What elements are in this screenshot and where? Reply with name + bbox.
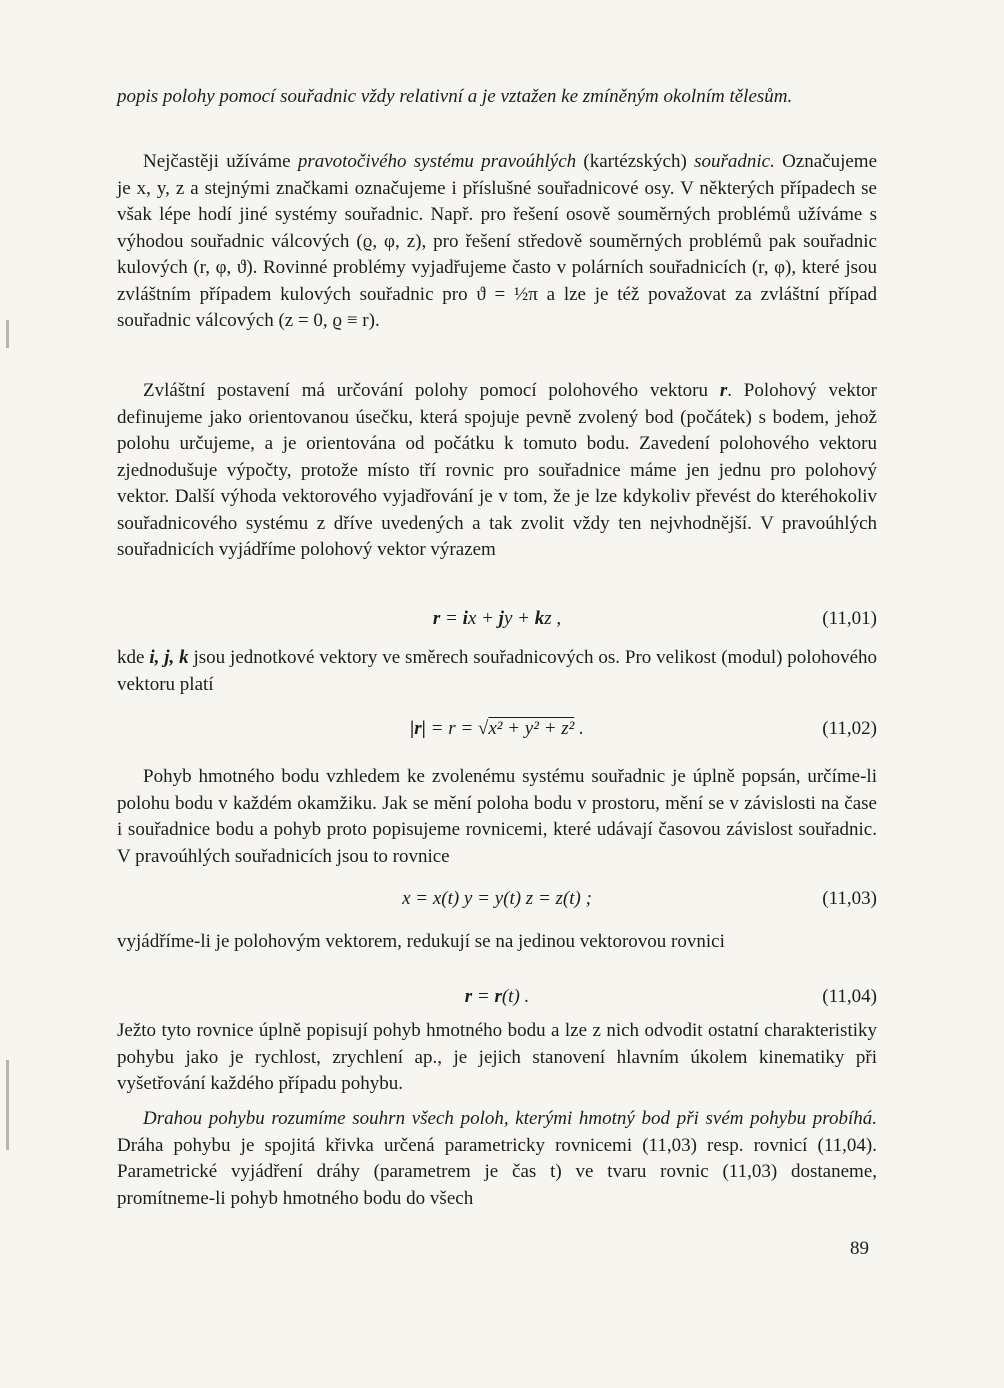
equation-formula: x = x(t) y = y(t) z = z(t) ; [402, 888, 592, 909]
paragraph-motion [117, 764, 877, 870]
paragraph-text: Pohyb hmotného bodu vzhledem ke zvolenému systému souřadnic je úplně popsán, určíme-li polohu bodu v každém okamžiku. Jak se mění poloha bodu v prostoru, mění se v závislosti na čase i souřadnice bodu a pohyb proto popisujeme rovnicemi, které udávají časovou závislost souřadnic. V pravoúhlých souřadnicích jsou to rovnice [117, 766, 877, 867]
scan-edge-mark [6, 320, 9, 348]
equation-number: (11,03) [822, 888, 877, 909]
vector-symbol: k [534, 608, 545, 629]
equation-formula [117, 714, 877, 744]
equation-11-03 [117, 884, 877, 914]
paragraph-coordinate-systems [117, 149, 877, 335]
paragraph-text [117, 1106, 877, 1212]
formula-part: = [472, 986, 495, 1007]
page-number: 89 [850, 1238, 869, 1259]
vector-symbol: r [432, 608, 441, 629]
formula-part: = r = √ [425, 718, 489, 739]
vector-symbols: i, j, k [149, 647, 189, 668]
equation-number: (11,04) [822, 986, 877, 1007]
text-span: Označujeme je x, y, z a stejnými značkami označujeme i příslušné souřadnicové osy. V některých případech se však lépe hodí jiné systémy souřadnic. Např. pro řešení osově souměrných problémů užíváme s výhodou souřadnic válcových (ϱ, φ, z), pro řešení středově souměrných problémů pak souřadnic kulových (r, φ, ϑ). Rovinné problémy vyjadřujeme často v polárních souřadnicích (r, φ), které jsou zvláštním případem kulových souřadnic pro ϑ = ½π a lze je též považovat za zvláštní případ souřadnic válcových (z = 0, ϱ ≡ r). [117, 151, 878, 331]
text-span: jsou jednotkové vektory ve směrech souřadnicových os. Pro velikost (modul) polohového vektoru platí [117, 647, 878, 695]
definition-span: Drahou pohybu rozumíme souhrn všech poloh, kterými hmotný bod při svém pohybu probíhá. [143, 1108, 877, 1129]
vector-symbol: j [498, 608, 504, 629]
scan-edge-mark [6, 1060, 9, 1150]
equation-11-01 [117, 604, 877, 634]
equation-11-04 [117, 982, 877, 1012]
paragraph-trajectory [117, 1106, 877, 1212]
text-span: Zvláštní postavení má určování polohy pomocí polohového vektoru [143, 380, 720, 401]
text-span: Dráha pohybu je spojitá křivka určená parametricky rovnicemi (11,03) resp. rovnicí (11,04). Parametrické vyjádření dráhy (parametrem je čas t) ve tvaru rovnic (11,03) dostaneme, promítneme-li pohyb hmotného bodu do všech [117, 1134, 877, 1209]
equation-formula [117, 982, 877, 1012]
vector-symbol: |r| [410, 718, 426, 739]
vector-symbol: r [464, 986, 473, 1007]
formula-part: (t) . [501, 986, 530, 1007]
emphasis-span: pravotočivého systému pravoúhlých [297, 151, 577, 172]
paragraph-text: popis polohy pomocí souřadnic vždy relativní a je vztažen ke zmíněným okolním tělesům. [117, 86, 793, 107]
paragraph-kinematics [117, 1018, 877, 1098]
formula-part: z , [544, 608, 562, 629]
paragraph-continuation [117, 84, 877, 111]
vector-symbol: r [719, 380, 728, 401]
text-span: kde [117, 647, 150, 668]
radicand: x² + y² + z² [488, 718, 575, 739]
text-span: . Polohový vektor definujeme jako orientovanou úsečku, která spojuje pevně zvolený bod (počátek) s bodem, jehož polohu určujeme, a je orientována od počátku k tomuto bodu. Zavedení polohového vektoru zjednodušuje výpočty, protože místo tří rovnic pro souřadnice máme jen jednu pro polohový vektor. Další výhoda vektorového vyjadřování je v tom, že je lze kdykoliv převést do kteréhokoliv souřadnicového systému z dříve uvedených a tak zvolit vždy ten nejvhodnější. V pravoúhlých souřadnicích vyjádříme polohový vektor výrazem [117, 380, 878, 560]
equation-number: (11,02) [822, 718, 877, 739]
paragraph-unit-vectors [117, 645, 877, 698]
paragraph-text [117, 645, 877, 698]
paragraph-text: Ježto tyto rovnice úplně popisují pohyb hmotného bodu a lze z nich odvodit ostatní charakteristiky pohybu jako je rychlost, zrychlení ap., je jejich stanovení hlavním úkolem kinematiky při vyšetřování každého případu pohybu. [117, 1020, 877, 1094]
vector-symbol: i [462, 608, 468, 629]
formula-part: . [574, 718, 584, 739]
text-span: Nejčastěji užíváme [143, 151, 298, 172]
paragraph-text [117, 149, 877, 335]
equation-number: (11,01) [822, 608, 877, 629]
formula-part: = [440, 608, 463, 629]
vector-symbol: r [494, 986, 502, 1007]
text-span: (kartézských) [576, 151, 695, 172]
paragraph-text [117, 378, 877, 564]
paragraph-position-vector [117, 378, 877, 564]
equation-formula [117, 604, 877, 634]
equation-11-02 [117, 714, 877, 744]
paragraph-text: vyjádříme-li je polohovým vektorem, redukují se na jedinou vektorovou rovnici [117, 931, 725, 952]
paragraph-vector-equation [117, 929, 877, 956]
formula-part: x + [467, 608, 499, 629]
formula-part: y + [503, 608, 535, 629]
emphasis-span: souřadnic. [694, 151, 775, 172]
